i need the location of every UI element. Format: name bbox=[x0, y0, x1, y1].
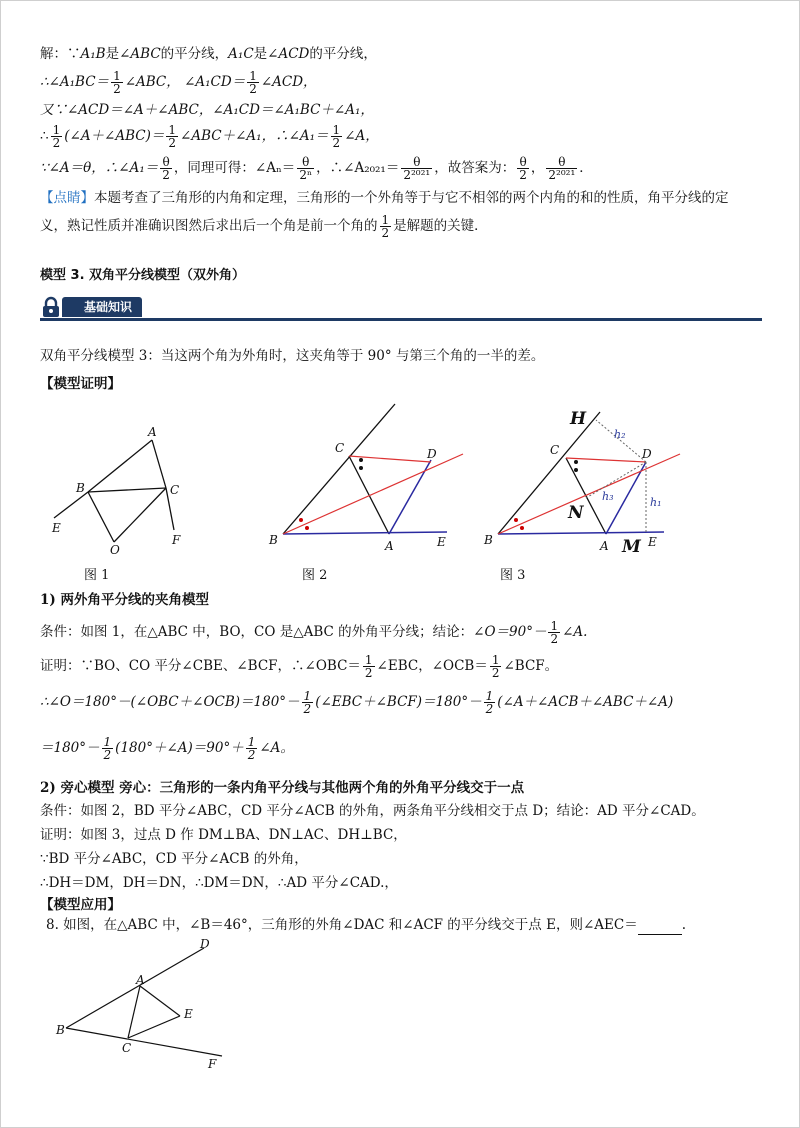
question-8: 8. 如图，在△ABC 中，∠B＝46°，三角形的外角∠DAC 和∠ACF 的平分线交于点 E，则∠AEC＝ . bbox=[46, 917, 686, 933]
fig3-label-a: A bbox=[600, 539, 609, 553]
figure-1 bbox=[48, 420, 198, 560]
fig3-label-h2: h₂ bbox=[614, 428, 626, 441]
condition-2: 条件：如图 2，BD 平分∠ABC，CD 平分∠ACB 的外角，两条角平分线相交于点 D；结论：AD 平分∠CAD。 bbox=[40, 803, 705, 819]
proof-2-line-2: ∵BD 平分∠ABC，CD 平分∠ACB 的外角， bbox=[40, 851, 308, 867]
model3-title: 模型 3. 双角平分线模型（双外角） bbox=[40, 268, 246, 283]
fig3-label-m: M bbox=[622, 537, 641, 557]
proof-1-line-3: ＝180°－ $\frac{1}{2}$ (180°＋∠A)＝90°＋ $\frac{1}{2}$ ∠A。 bbox=[40, 735, 294, 762]
fig2-label-e: E bbox=[437, 535, 446, 549]
fig2-label-b: B bbox=[269, 533, 278, 547]
fig3-label-e: E bbox=[648, 535, 657, 549]
q8-label-a: A bbox=[136, 973, 145, 987]
fig3-label-n: N bbox=[568, 503, 584, 523]
fig1-label-b: B bbox=[76, 481, 85, 495]
proof-1-line-1: 证明：∵BO、CO 平分∠CBE、∠BCF，∴∠OBC＝ $\frac{1}{2}$ ∠EBC，∠OCB＝ $\frac{1}{2}$ ∠BCF。 bbox=[40, 653, 559, 680]
lock-icon bbox=[40, 296, 62, 318]
q8-label-c: C bbox=[122, 1041, 132, 1055]
fig3-label-b: B bbox=[484, 533, 493, 547]
fig2-label-a: A bbox=[385, 539, 394, 553]
fig3-label-h: H bbox=[570, 409, 587, 429]
answer-blank[interactable] bbox=[638, 920, 682, 935]
fig1-label-e: E bbox=[52, 521, 61, 535]
fraction-half: $\frac{1}{2}$ bbox=[113, 69, 121, 96]
fig3-label-h1: h₁ bbox=[650, 496, 662, 509]
fig3-label-h3: h₃ bbox=[602, 490, 614, 503]
note-tag: 【点睛】 bbox=[40, 190, 94, 206]
proof-2-line-3: ∴DH＝DM，DH＝DN，∴DM＝DN，∴AD 平分∠CAD.， bbox=[40, 875, 398, 891]
model3-intro: 双角平分线模型 3：当这两个角为外角时，这夹角等于 90° 与第三个角的一半的差。 bbox=[40, 348, 545, 364]
section-divider bbox=[40, 318, 762, 321]
sub1-title: 1) 两外角平分线的夹角模型 bbox=[40, 592, 209, 608]
fig1-caption: 图 1 bbox=[84, 568, 110, 583]
q8-label-d: D bbox=[200, 937, 210, 951]
figure-2 bbox=[265, 400, 470, 560]
proof-header: 【模型证明】 bbox=[40, 376, 121, 392]
fig3-caption: 图 3 bbox=[500, 568, 526, 583]
figure-3 bbox=[480, 400, 690, 560]
fig3-label-d: D bbox=[642, 447, 652, 461]
solution-line-5: ∵∠A＝θ，∴∠A₁＝ $\frac{\theta}{2}$ ，同理可得：∠Aₙ＝ $\frac{\theta}{\text{2ⁿ}}$ ，∴∠A₂₀₂₁＝ $\frac{\theta}{\text{2²⁰²¹}}$ ，故答案为： $\frac{\theta}{2}$ ， $\frac{\theta}{\text{2²⁰²¹}}$ ． bbox=[40, 155, 593, 182]
fig1-label-f: F bbox=[172, 533, 181, 547]
fig1-label-c: C bbox=[170, 483, 180, 497]
proof-2-line-1: 证明：如图 3，过点 D 作 DM⊥BA、DN⊥AC、DH⊥BC， bbox=[40, 827, 407, 843]
fraction-half: $\frac{1}{2}$ bbox=[249, 69, 257, 96]
q8-label-f: F bbox=[208, 1057, 217, 1071]
condition-1: 条件：如图 1，在△ABC 中，BO，CO 是△ABC 的外角平分线；结论：∠O＝90°－ $\frac{1}{2}$ ∠A. bbox=[40, 619, 588, 646]
fig1-label-o: O bbox=[110, 543, 120, 557]
sub2-title: 2) 旁心模型 旁心：三角形的一条内角平分线与其他两个角的外角平分线交于一点 bbox=[40, 780, 525, 796]
fig2-label-c: C bbox=[335, 441, 345, 455]
solution-line-2: ∴∠A₁BC＝ $\frac{1}{2}$ ∠ABC， ∠A₁CD＝ $\frac{1}{2}$ ∠ACD， bbox=[40, 69, 317, 96]
section-badge: 基础知识 bbox=[62, 297, 142, 317]
apply-header: 【模型应用】 bbox=[40, 897, 121, 913]
figure-q8 bbox=[52, 936, 232, 1076]
q8-label-e: E bbox=[184, 1007, 193, 1021]
solution-line-3: 又∵∠ACD＝∠A＋∠ABC，∠A₁CD＝∠A₁BC＋∠A₁， bbox=[40, 102, 374, 118]
note-line-1: 【点睛】本题考查了三角形的内角和定理，三角形的一个外角等于与它不相邻的两个内角的和的性质，角平分线的定 bbox=[40, 190, 729, 206]
fig1-label-a: A bbox=[148, 425, 157, 439]
fig2-label-d: D bbox=[427, 447, 437, 461]
solution-line-4: ∴ $\frac{1}{2}$ (∠A＋∠ABC)＝ $\frac{1}{2}$ ∠ABC＋∠A₁，∴∠A₁＝ $\frac{1}{2}$ ∠A， bbox=[40, 123, 379, 150]
note-line-2: 义，熟记性质并准确识图然后求出后一个角是前一个角的 $\frac{1}{2}$ 是解题的关键． bbox=[40, 213, 488, 240]
solution-line-1: 解：∵A₁B是∠ABC的平分线，A₁C是∠ACD的平分线， bbox=[40, 46, 377, 62]
proof-1-line-2: ∴∠O＝180°－(∠OBC＋∠OCB)＝180°－ $\frac{1}{2}$ (∠EBC＋∠BCF)＝180°－ $\frac{1}{2}$ (∠A＋∠ACB＋∠ABC＋∠A) bbox=[40, 689, 674, 716]
q8-label-b: B bbox=[56, 1023, 65, 1037]
fig3-label-c: C bbox=[550, 443, 560, 457]
fig2-caption: 图 2 bbox=[302, 568, 328, 583]
